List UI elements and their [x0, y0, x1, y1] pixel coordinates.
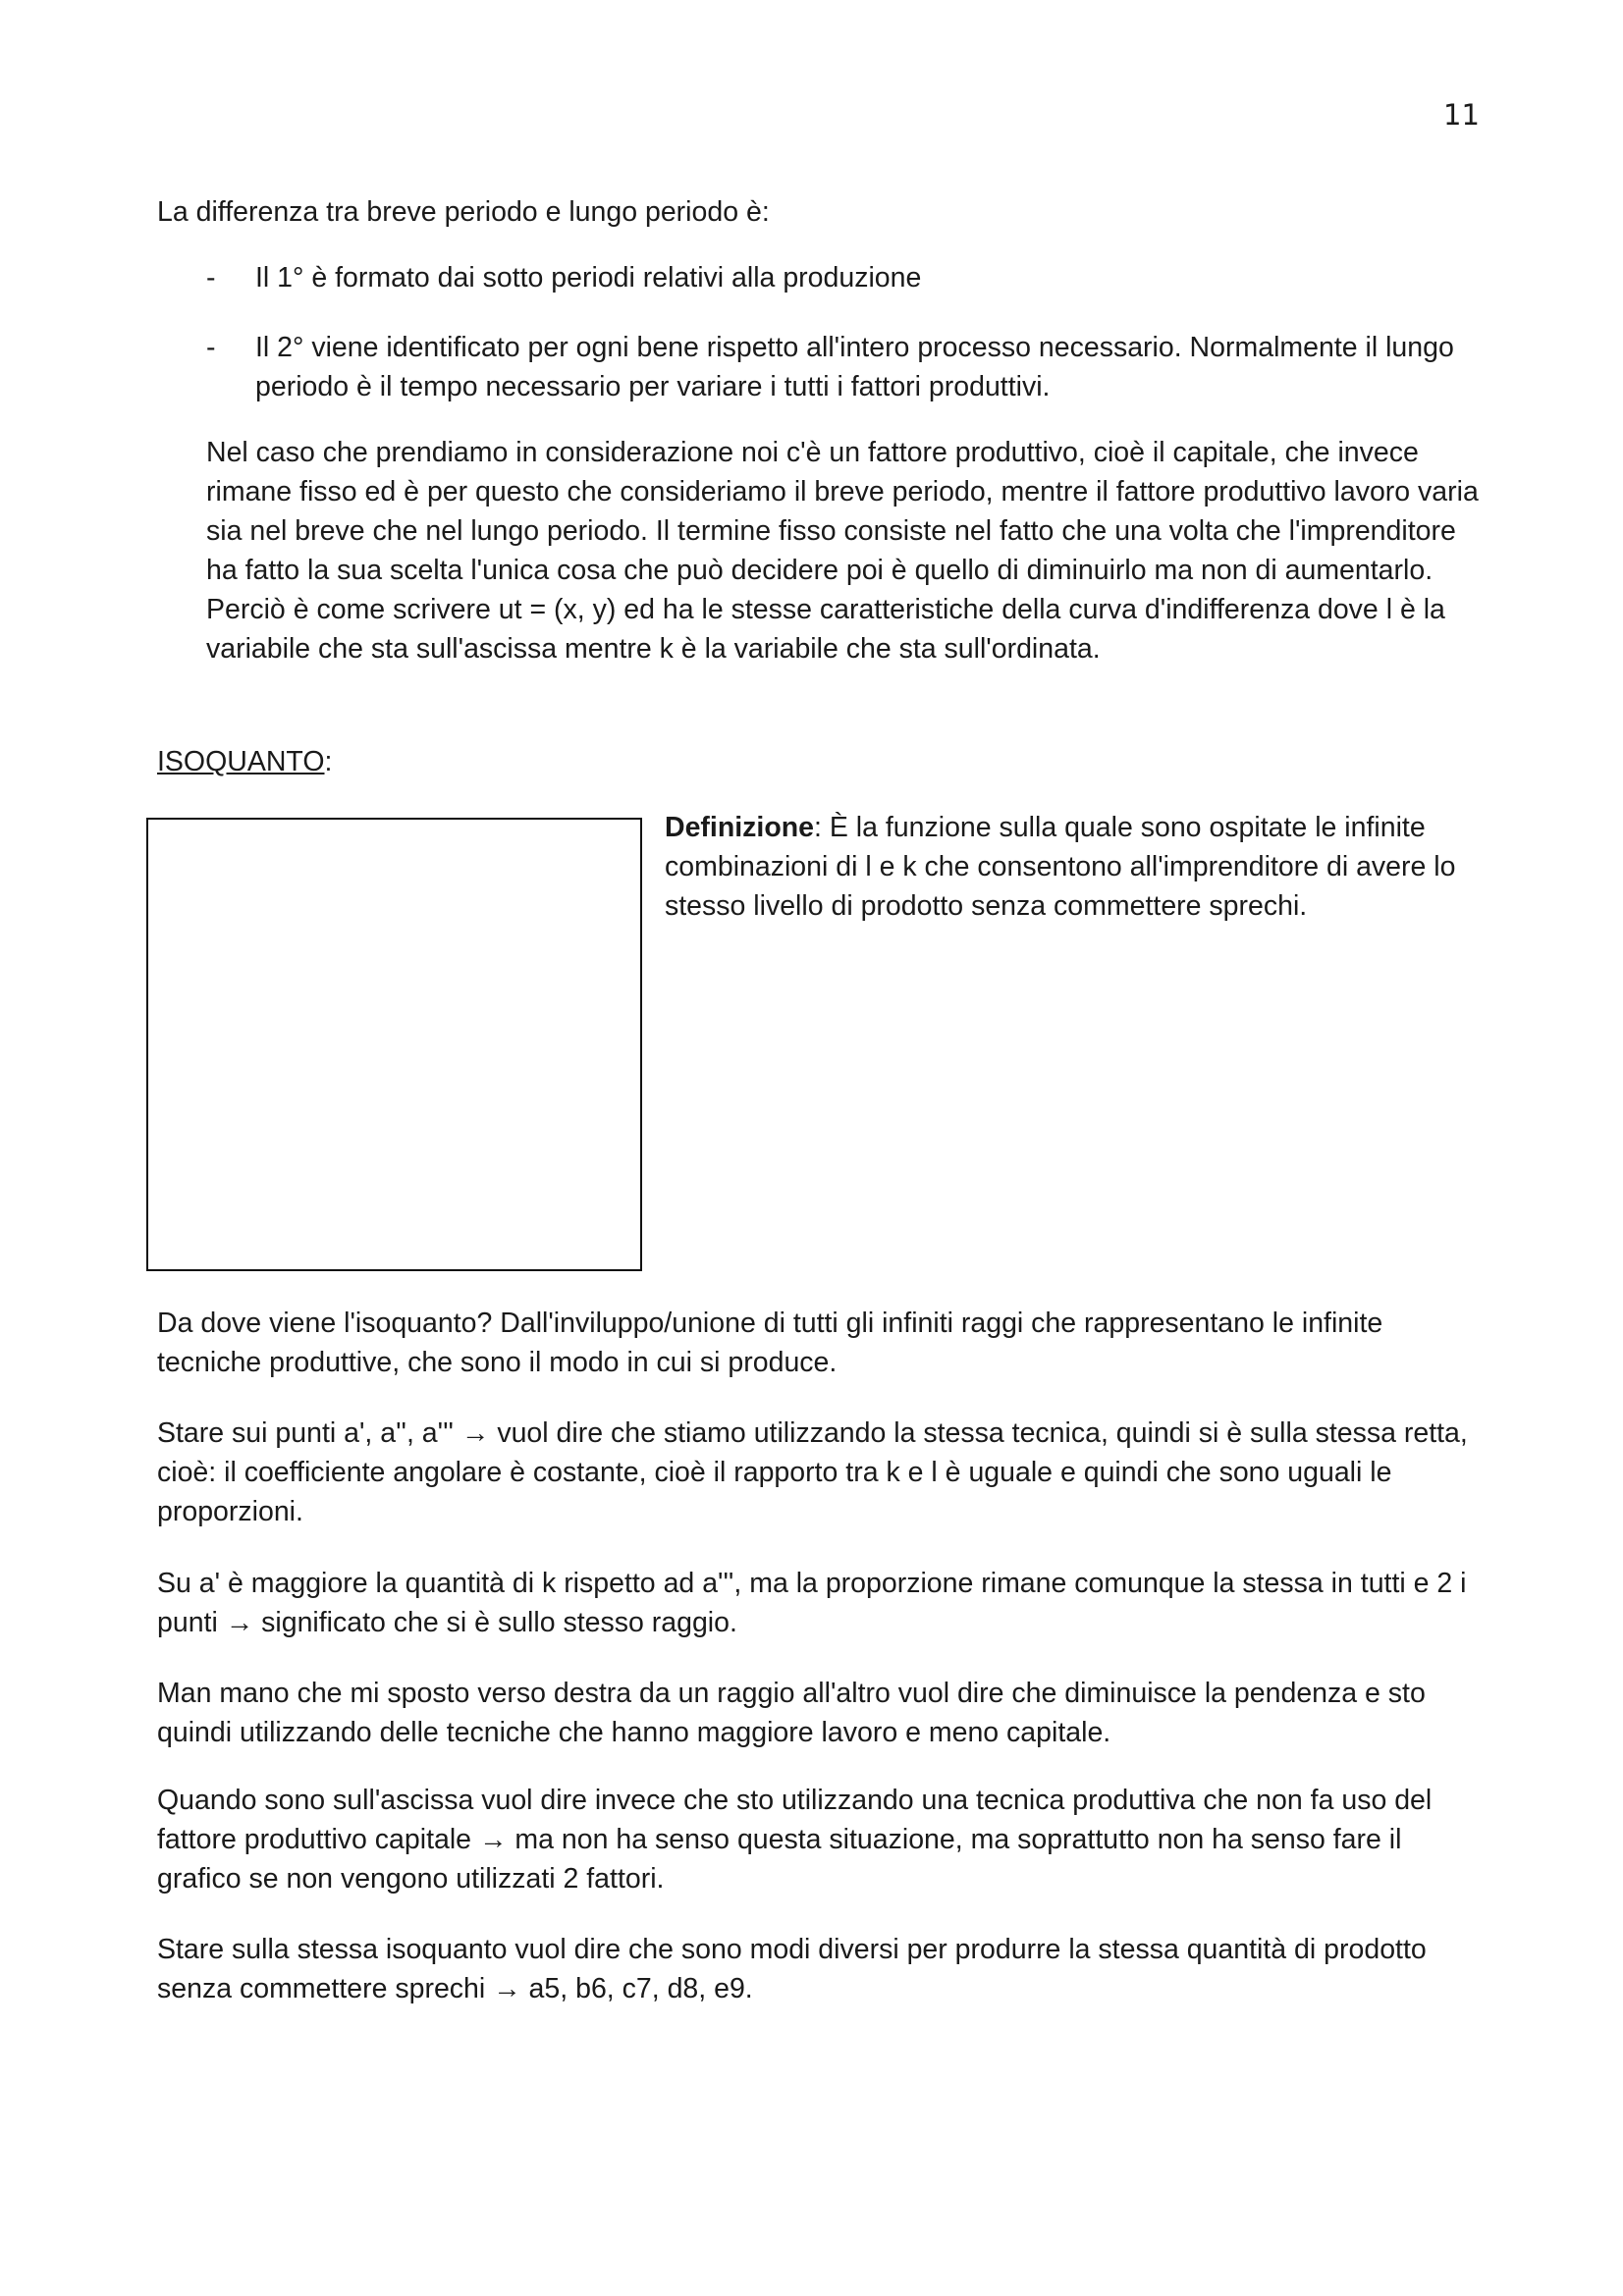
- definition-label: Definizione: [665, 812, 815, 843]
- paragraph-text: ma non ha senso questa situazione, ma soprattutto non ha senso fare il grafico se non vengono utilizzati 2 fattori.: [157, 1824, 1402, 1895]
- paragraph-proporzione: [157, 1564, 1492, 1642]
- bullet-dash: -: [206, 262, 216, 294]
- definition-text: : È la funzione sulla quale sono ospitate le infinite combinazioni di l e k che consentono all'imprenditore di avere lo stesso livello di prodotto senza commettere sprechi.: [665, 812, 1456, 922]
- paragraph-text: Quando sono sull'ascissa vuol dire invece che sto utilizzando una tecnica produttiva che non fa uso del fattore produttivo capitale: [157, 1785, 1433, 1855]
- arrow-right-icon: →: [460, 1417, 490, 1449]
- paragraph-text: Stare sulla stessa isoquanto vuol dire che sono modi diversi per produrre la stessa quantità di prodotto senza commettere sprechi: [157, 1934, 1427, 2004]
- paragraph-pendenza: Man mano che mi sposto verso destra da un raggio all'altro vuol dire che diminuisce la pendenza e sto quindi utilizzando delle tecniche che hanno maggiore lavoro e meno capitale.: [157, 1678, 1426, 1748]
- isoquanto-figure-placeholder: [146, 818, 642, 1271]
- paragraph-text: vuol dire che stiamo utilizzando la stessa tecnica, quindi si è sulla stessa retta, cioè: il coefficiente angolare è costante, cioè il rapporto tra k e l è uguale e quindi che sono uguali le proporzioni.: [157, 1417, 1468, 1527]
- isoquanto-heading-colon: :: [324, 746, 333, 777]
- definition-block: [665, 808, 1489, 926]
- paragraph-origin-isoquanto: Da dove viene l'isoquanto? Dall'inviluppo/unione di tutti gli infiniti raggi che rappresentano le infinite tecniche produttive, che sono il modo in cui si produce.: [157, 1308, 1383, 1378]
- paragraph-ascissa: [157, 1781, 1492, 1898]
- paragraph-text: a5, b6, c7, d8, e9.: [520, 1973, 753, 2004]
- paragraph-text: Stare sui punti a', a'', a''': [157, 1417, 461, 1449]
- paragraph-text: significato che si è sullo stesso raggio.: [253, 1607, 737, 1638]
- paragraph-stessa-tecnica: [157, 1414, 1492, 1531]
- page-number: 11: [1443, 98, 1480, 132]
- bullet-text: Il 1° è formato dai sotto periodi relativi alla produzione: [255, 262, 922, 294]
- arrow-right-icon: →: [478, 1824, 508, 1855]
- bullet-dash: -: [206, 332, 216, 363]
- intro-text: La differenza tra breve periodo e lungo periodo è:: [157, 196, 770, 228]
- isoquanto-heading-text: ISOQUANTO: [157, 746, 325, 777]
- bullet-text: Il 2° viene identificato per ogni bene rispetto all'intero processo necessario. Normalmente il lungo periodo è il tempo necessario per variare i tutti i fattori produttivi.: [255, 332, 1454, 402]
- arrow-right-icon: →: [493, 1973, 521, 2004]
- section-heading-isoquanto: [157, 742, 332, 781]
- paragraph-stessa-isoquanto: [157, 1930, 1492, 2008]
- paragraph-text: Su a' è maggiore la quantità di k rispetto ad a''', ma la proporzione rimane comunque la stessa in tutti e 2 i punti: [157, 1568, 1467, 1638]
- arrow-right-icon: →: [225, 1607, 254, 1638]
- paragraph-breve-periodo: Nel caso che prendiamo in considerazione noi c'è un fattore produttivo, cioè il capitale, che invece rimane fisso ed è per questo che consideriamo il breve periodo, mentre il fattore produttivo lavoro varia sia nel breve che nel lungo periodo. Il termine fisso consiste nel fatto che una volta che l'imprenditore ha fatto la sua scelta l'unica cosa che può decidere poi è quello di diminuirlo ma non di aumentarlo. Perciò è come scrivere ut = (x, y) ed ha le stesse caratteristiche della curva d'indifferenza dove l è la variabile che sta sull'ascissa mentre k è la variabile che sta sull'ordinata.: [206, 437, 1479, 665]
